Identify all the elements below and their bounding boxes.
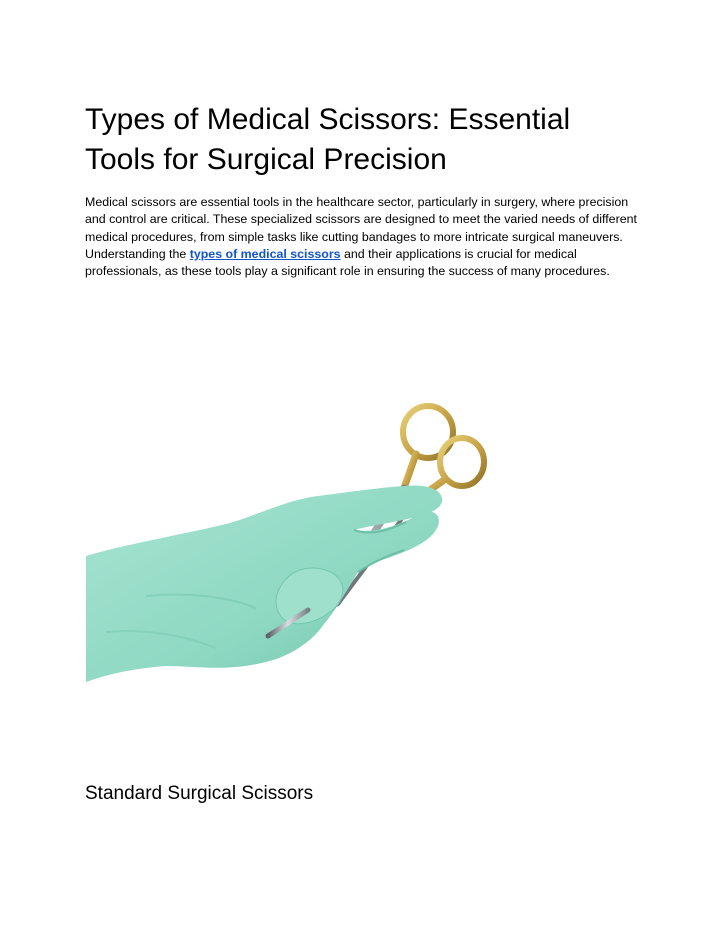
surgical-glove — [86, 486, 442, 683]
gloved-hand-scissors-image — [86, 396, 506, 696]
intro-text-after-link: and their applications is crucial for medical professionals, as these tools play a significant role in ensuring the success of many procedures. — [85, 246, 610, 279]
intro-text-before-link: Medical scissors are essential tools in the healthcare sector, particularly in surgery, where precision and control are critical. These specialized scissors are designed to meet the varied needs of different medical procedures, from simple tasks like cutting bandages to more intricate surgical maneuvers. Understanding the — [85, 195, 637, 261]
intro-paragraph — [85, 194, 645, 280]
page-title: Types of Medical Scissors: Essential Tools for Surgical Precision — [85, 103, 571, 176]
types-of-medical-scissors-link[interactable]: types of medical scissors — [189, 246, 341, 261]
section-heading-standard-surgical-scissors: Standard Surgical Scissors — [85, 783, 314, 804]
gloved-hand-holding-surgical-scissors-icon — [86, 396, 506, 696]
